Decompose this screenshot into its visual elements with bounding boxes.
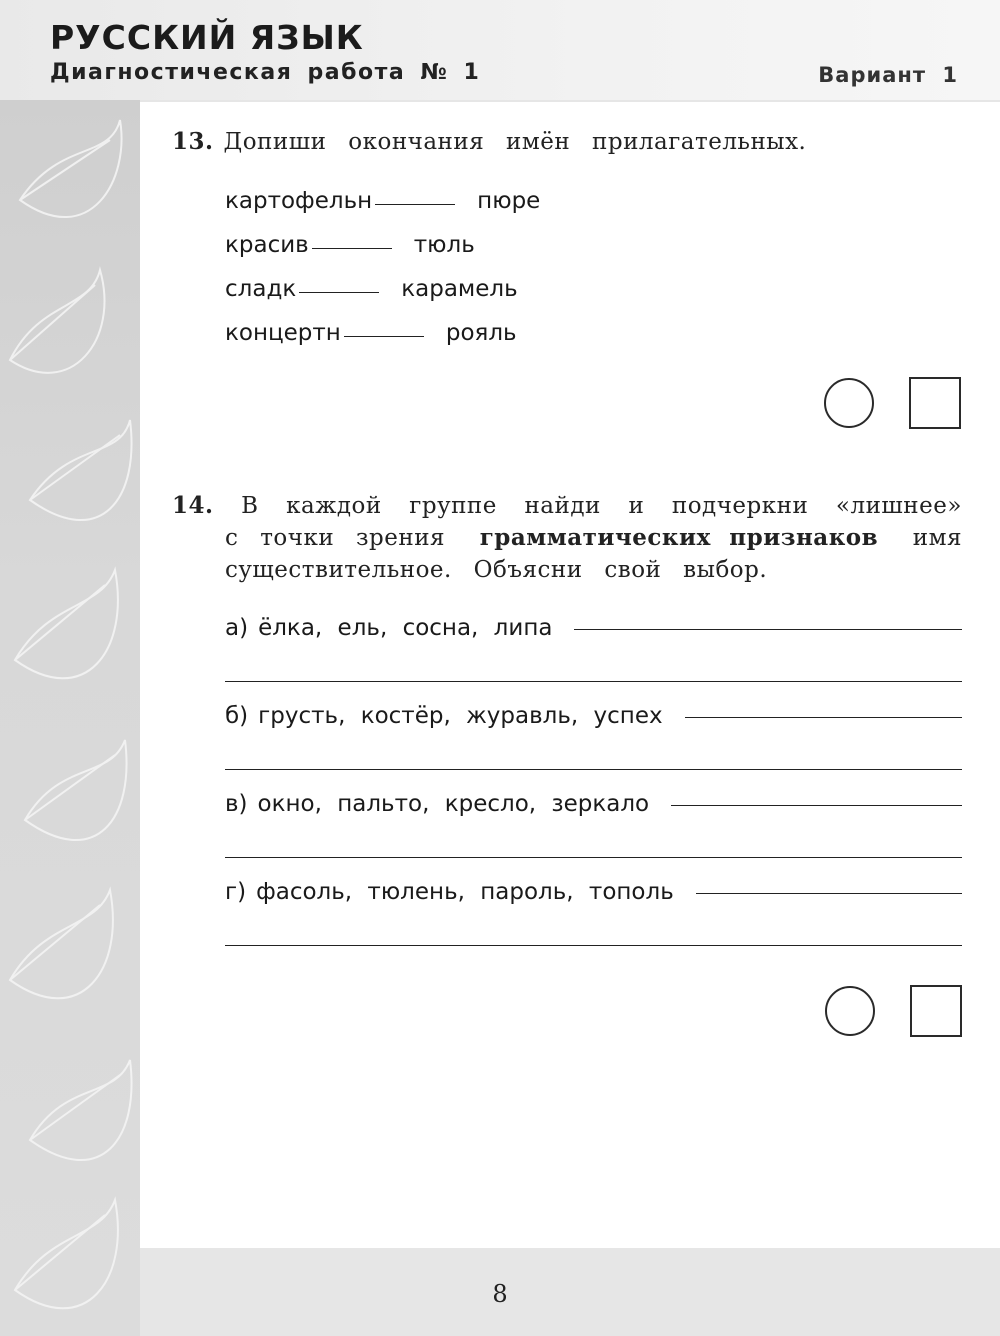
leaf-pattern-sidebar [0, 100, 140, 1336]
group-letter: г) [225, 879, 247, 905]
word-group-b [225, 703, 962, 729]
answer-line[interactable] [685, 716, 962, 718]
instruction-text: существительное. Объясни свой выбор. [225, 557, 768, 583]
instruction-line [172, 522, 962, 554]
instruction-line [172, 490, 962, 522]
bold-emphasis: грамматических признаков [479, 524, 879, 551]
group-words[interactable]: фасоль, тюлень, пароль, тополь [256, 879, 674, 905]
ending-blank[interactable] [375, 203, 455, 205]
word-group-a [225, 615, 962, 641]
word: каждой [286, 493, 382, 519]
answer-line[interactable] [225, 769, 962, 770]
ending-blank[interactable] [312, 247, 392, 249]
variant-label: Вариант 1 [818, 63, 958, 87]
adjective-stem: сладк [225, 276, 297, 302]
adjective-row [225, 320, 517, 346]
ending-blank[interactable] [344, 335, 424, 337]
score-circle-icon[interactable] [825, 986, 875, 1036]
ending-blank[interactable] [299, 291, 379, 293]
instruction-text: с точки зрения [225, 525, 446, 551]
adjective-stem: картофельн [225, 188, 373, 214]
leaf-pattern-decoration [0, 100, 140, 1336]
page-number: 8 [492, 1280, 508, 1308]
group-letter: а) [225, 615, 249, 641]
score-square-icon[interactable] [910, 985, 962, 1037]
word-group-g [225, 879, 962, 905]
group-words[interactable]: ёлка, ель, сосна, липа [258, 615, 553, 641]
subject-title: РУССКИЙ ЯЗЫК [50, 18, 364, 57]
group-words[interactable]: окно, пальто, кресло, зеркало [257, 791, 650, 817]
task-14-instruction [172, 490, 962, 586]
score-circle-icon[interactable] [824, 378, 874, 428]
group-letter: в) [225, 791, 248, 817]
word-group-v [225, 791, 962, 817]
noun: пюре [477, 188, 541, 214]
word: В [241, 493, 259, 519]
task-14-number: 14. [172, 492, 214, 519]
word: и [628, 493, 645, 519]
noun: карамель [401, 276, 518, 302]
noun: тюль [413, 232, 475, 258]
instruction-text: имя [912, 525, 962, 551]
noun: рояль [445, 320, 517, 346]
adjective-stem: красив [225, 232, 309, 258]
work-title: Диагностическая работа № 1 [50, 60, 481, 85]
answer-line[interactable] [225, 681, 962, 682]
adjective-row [225, 232, 475, 258]
answer-line[interactable] [696, 892, 962, 894]
task-13-instruction: Допиши окончания имён прилагательных. [223, 129, 807, 155]
word: группе [409, 493, 497, 519]
task-13-heading [172, 128, 806, 155]
adjective-row [225, 188, 540, 214]
score-square-icon[interactable] [909, 377, 961, 429]
group-letter: б) [225, 703, 249, 729]
adjective-row [225, 276, 518, 302]
word: «лишнее» [835, 493, 962, 519]
word: найди [524, 493, 601, 519]
word: подчеркни [671, 493, 809, 519]
answer-line[interactable] [225, 945, 962, 946]
worksheet-paper [140, 102, 1000, 1248]
answer-line[interactable] [574, 628, 962, 630]
answer-line[interactable] [225, 857, 962, 858]
task-13-number: 13. [172, 128, 214, 155]
answer-line[interactable] [671, 804, 962, 806]
adjective-stem: концертн [225, 320, 341, 346]
instruction-line [172, 554, 962, 586]
group-words[interactable]: грусть, костёр, журавль, успех [258, 703, 663, 729]
